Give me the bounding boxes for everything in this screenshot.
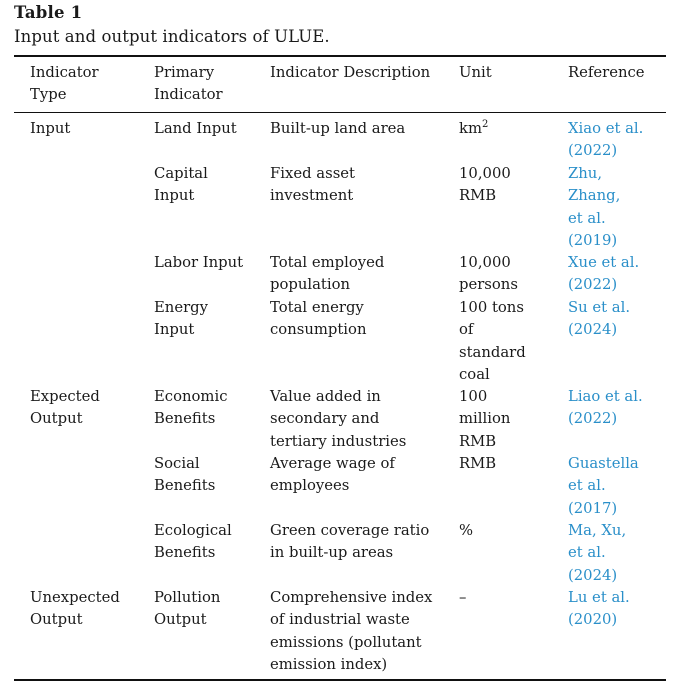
row-economic-benefits-reference-link[interactable]: Liao et al. (2022) [568, 388, 643, 428]
row-unexpected-output-type: Unexpected Output [30, 589, 120, 629]
row-social-benefits-primary: Social Benefits [154, 455, 216, 495]
row-energy-input-primary: Energy Input [154, 299, 208, 339]
row-pollution-output-reference-link[interactable]: Lu et al. (2020) [568, 589, 630, 629]
row-economic-benefits-primary: Economic Benefits [154, 388, 228, 428]
row-energy-input-unit: 100 tons of standard coal [459, 299, 526, 384]
row-capital-input-primary: Capital Input [154, 165, 208, 205]
row-pollution-output-description: Comprehensive index of industrial waste emissions (pollutant emission index) [270, 589, 433, 674]
row-land-input-unit [459, 118, 559, 140]
table-title: Table 1 [14, 3, 83, 22]
unit-superscript: 2 [482, 119, 489, 130]
row-land-input-primary: Land Input [154, 120, 237, 137]
row-ecological-benefits-description: Green coverage ratio in built-up areas [270, 522, 430, 562]
row-economic-benefits-unit: 100 million RMB [459, 388, 511, 450]
row-ecological-benefits-reference-link[interactable]: Ma, Xu, et al. (2024) [568, 522, 627, 584]
row-pollution-output-primary: Pollution Output [154, 589, 221, 629]
row-social-benefits-unit: RMB [459, 455, 497, 472]
bottom-rule [14, 679, 666, 681]
row-ecological-benefits-primary: Ecological Benefits [154, 522, 232, 562]
header-primary-indicator: Primary Indicator [154, 64, 223, 104]
row-economic-benefits-description: Value added in secondary and tertiary industries [270, 388, 407, 450]
header-rule [14, 112, 666, 113]
header-reference: Reference [568, 64, 645, 81]
row-ecological-benefits-unit: % [459, 522, 474, 539]
row-land-input-type: Input [30, 120, 71, 137]
row-pollution-output-unit: – [459, 589, 467, 606]
row-capital-input-reference-link[interactable]: Zhu, Zhang, et al. (2019) [568, 165, 621, 250]
header-indicator-type: Indicator Type [30, 64, 99, 104]
row-land-input-description: Built-up land area [270, 120, 406, 137]
table-caption: Input and output indicators of ULUE. [14, 27, 330, 46]
header-indicator-description: Indicator Description [270, 64, 431, 81]
row-energy-input-reference-link[interactable]: Su et al. (2024) [568, 299, 631, 339]
row-energy-input-description: Total energy consumption [270, 299, 367, 339]
header-unit: Unit [459, 64, 492, 81]
unit-base: km [459, 120, 482, 137]
row-labor-input-primary: Labor Input [154, 254, 244, 271]
row-labor-input-reference-link[interactable]: Xue et al. (2022) [568, 254, 640, 294]
top-rule [14, 55, 666, 57]
row-expected-output-type: Expected Output [30, 388, 100, 428]
row-social-benefits-description: Average wage of employees [270, 455, 395, 495]
row-capital-input-unit: 10,000 RMB [459, 165, 511, 205]
row-capital-input-description: Fixed asset investment [270, 165, 355, 205]
row-land-input-reference-link[interactable]: Xiao et al. (2022) [568, 120, 644, 160]
row-labor-input-description: Total employed population [270, 254, 385, 294]
row-social-benefits-reference-link[interactable]: Guastella et al. (2017) [568, 455, 639, 517]
row-labor-input-unit: 10,000 persons [459, 254, 518, 294]
